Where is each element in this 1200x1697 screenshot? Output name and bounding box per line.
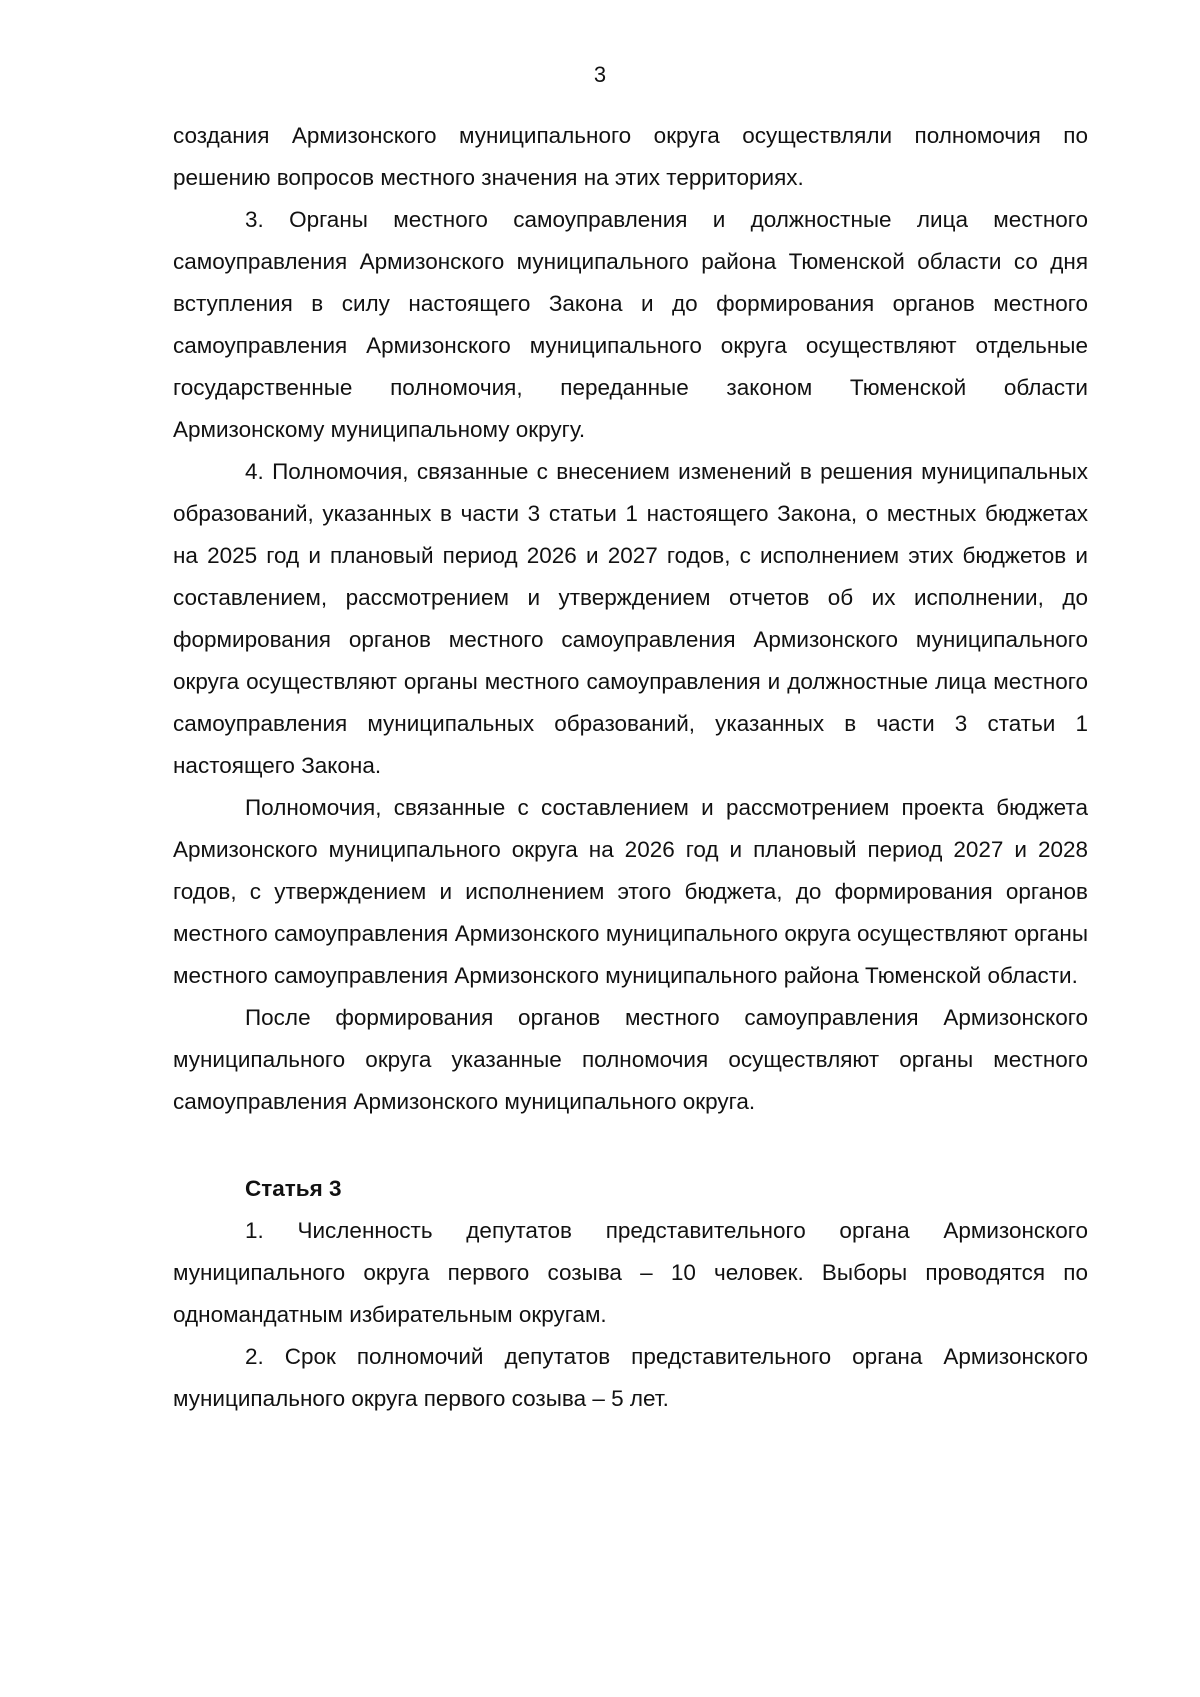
paragraph-continuation: создания Армизонского муниципального округа осуществляли полномочия по решению вопросов местного значения на этих территориях.	[173, 123, 1088, 190]
paragraph-term-of-office: 2. Срок полномочий депутатов представительного органа Армизонского муниципального округа первого созыва – 5 лет.	[173, 1344, 1088, 1411]
article-heading: Статья 3	[245, 1176, 342, 1201]
paragraph-item-4: 4. Полномочия, связанные с внесением изменений в решения муниципальных образований, указанных в части 3 статьи 1 настоящего Закона, о местных бюджетах на 2025 год и плановый период 2026 и 2027 годов, с исполнением этих бюджетов и составлением, рассмотрением и утверждением отчетов об их исполнении, до формирования органов местного самоуправления Армизонского муниципального округа осуществляют органы местного самоуправления и должностные лица местного самоуправления муниципальных образований, указанных в части 3 статьи 1 настоящего Закона.	[173, 459, 1088, 778]
paragraph-budget-powers: Полномочия, связанные с составлением и рассмотрением проекта бюджета Армизонского муниципального округа на 2026 год и плановый период 2027 и 2028 годов, с утверждением и исполнением этого бюджета, до формирования органов местного самоуправления Армизонского муниципального округа осуществляют органы местного самоуправления Армизонского муниципального района Тюменской области.	[173, 795, 1088, 988]
paragraph-deputies-count: 1. Численность депутатов представительного органа Армизонского муниципального округа первого созыва – 10 человек. Выборы проводятся по одномандатным избирательным округам.	[173, 1218, 1088, 1327]
paragraph-after-formation: После формирования органов местного самоуправления Армизонского муниципального округа указанные полномочия осуществляют органы местного самоуправления Армизонского муниципального округа.	[173, 1005, 1088, 1114]
page-number: 3	[593, 62, 607, 87]
document-body	[173, 115, 1088, 1420]
paragraph-item-3: 3. Органы местного самоуправления и должностные лица местного самоуправления Армизонского муниципального района Тюменской области со дня вступления в силу настоящего Закона и до формирования органов местного самоуправления Армизонского муниципального округа осуществляют отдельные государственные полномочия, переданные законом Тюменской области Армизонскому муниципальному округу.	[173, 207, 1088, 442]
